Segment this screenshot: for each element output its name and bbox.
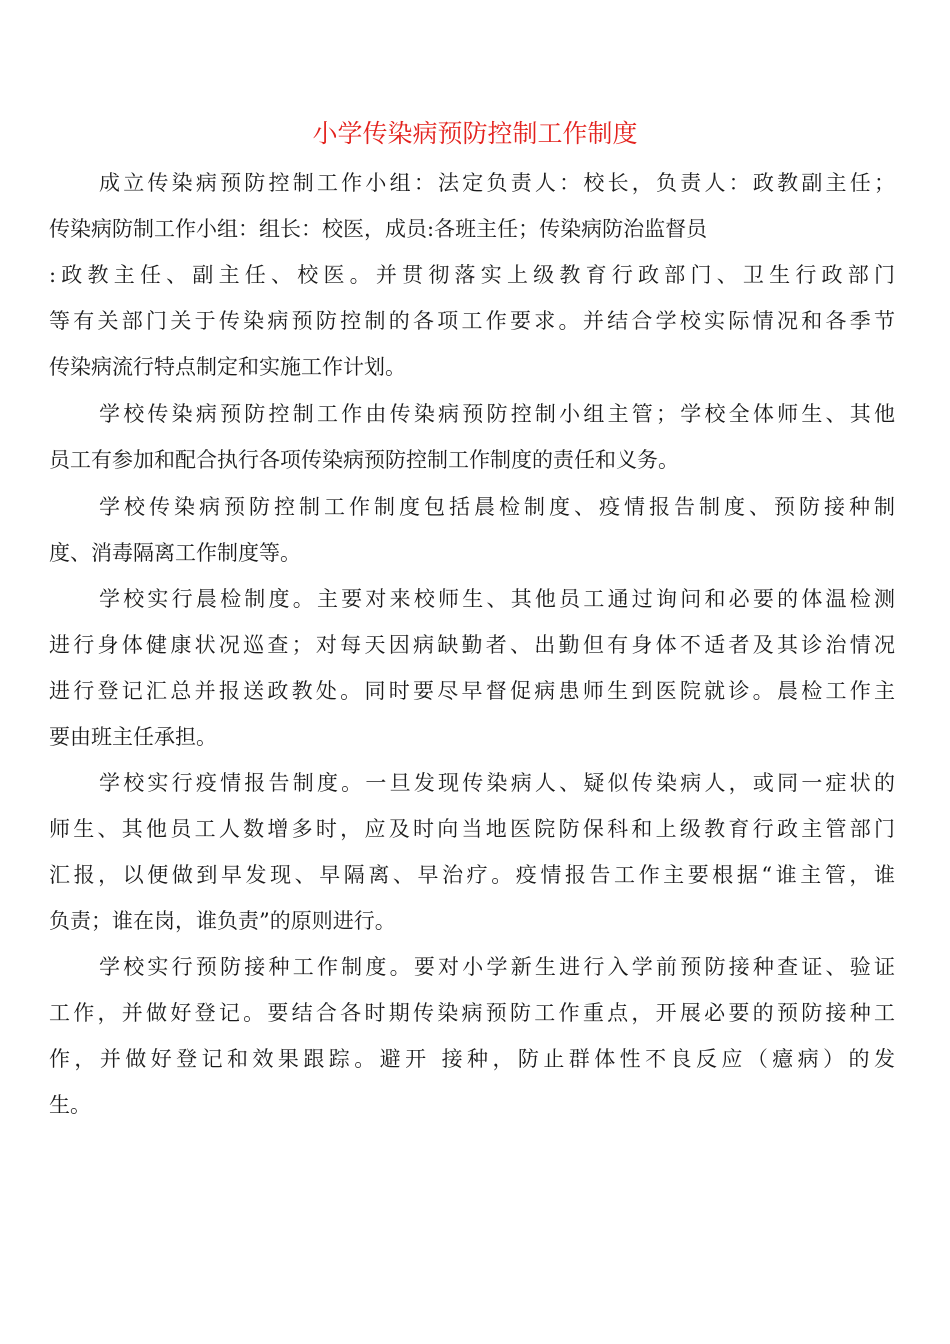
paragraph-line: 进行登记汇总并报送政教处。同时要尽早督促病患师生到医院就诊。晨检工作主 — [49, 679, 895, 703]
paragraph-line: 汇报，以便做到早发现、早隔离、早治疗。疫情报告工作主要根据“谁主管，谁 — [49, 863, 895, 887]
paragraph-line: 等有关部门关于传染病预防控制的各项工作要求。并结合学校实际情况和各季节 — [49, 309, 895, 333]
paragraph-line: 传染病防制工作小组：组长：校医，成员:各班主任；传染病防治监督员 — [49, 217, 708, 241]
document-title: 小学传染病预防控制工作制度 — [312, 119, 638, 148]
paragraph-line: 工作，并做好登记。要结合各时期传染病预防工作重点，开展必要的预防接种工 — [49, 1001, 895, 1025]
paragraph-line: :政教主任、副主任、校医。并贯彻落实上级教育行政部门、卫生行政部门 — [49, 263, 895, 287]
paragraph-line: 生。 — [49, 1093, 91, 1117]
paragraph-line: 学校传染病预防控制工作由传染病预防控制小组主管；学校全体师生、其他 — [99, 402, 895, 426]
paragraph-line: 度、消毒隔离工作制度等。 — [49, 541, 301, 565]
paragraph-line: 师生、其他员工人数增多时，应及时向当地医院防保科和上级教育行政主管部门 — [49, 817, 895, 841]
paragraph-line: 进行身体健康状况巡查；对每天因病缺勤者、出勤但有身体不适者及其诊治情况 — [49, 633, 895, 657]
paragraph-line: 学校实行晨检制度。主要对来校师生、其他员工通过询问和必要的体温检测 — [99, 587, 895, 611]
paragraph-line: 员工有参加和配合执行各项传染病预防控制工作制度的责任和义务。 — [49, 448, 679, 472]
paragraph-line: 负责；谁在岗，谁负责”的原则进行。 — [49, 909, 396, 933]
paragraph-line: 成立传染病预防控制工作小组：法定负责人：校长，负责人：政教副主任； — [99, 171, 895, 195]
paragraph-line: 作，并做好登记和效果跟踪。避开 接种，防止群体性不良反应（癔病）的发 — [49, 1047, 895, 1071]
paragraph-line: 学校实行预防接种工作制度。要对小学新生进行入学前预防接种查证、验证 — [99, 955, 895, 979]
paragraph-line: 学校实行疫情报告制度。一旦发现传染病人、疑似传染病人，或同一症状的 — [99, 771, 895, 795]
paragraph-line: 传染病流行特点制定和实施工作计划。 — [49, 355, 406, 379]
paragraph-line: 学校传染病预防控制工作制度包括晨检制度、疫情报告制度、预防接种制 — [99, 495, 895, 519]
paragraph-line: 要由班主任承担。 — [49, 725, 217, 749]
